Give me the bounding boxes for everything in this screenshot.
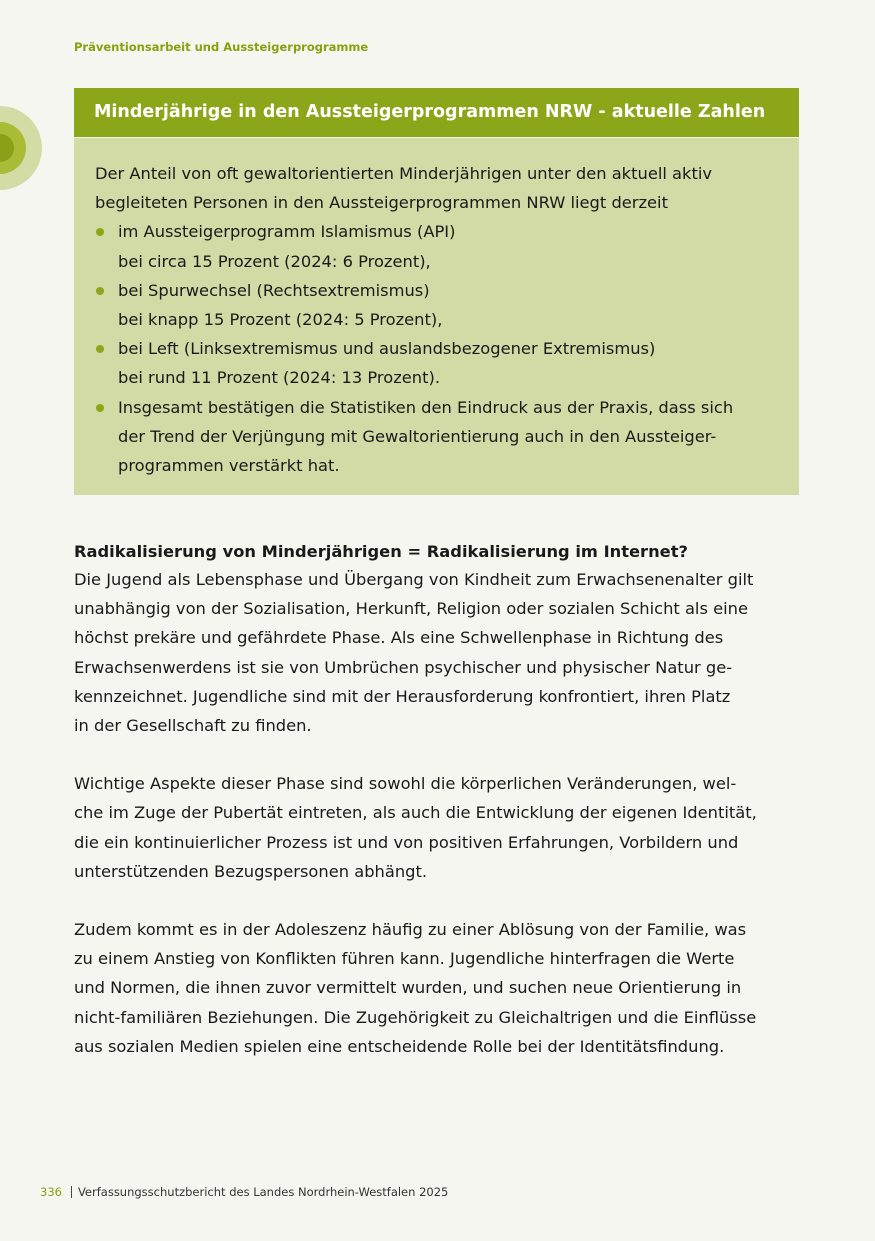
text-line: Erwachsenwerdens ist sie von Umbrüchen psychischer und physischer Natur ge- [74, 657, 733, 677]
text-line: und Normen, die ihnen zuvor vermittelt wurden, und suchen neue Orientierung in [74, 978, 742, 998]
text-line: kennzeichnet. Jugendliche sind mit der Herausforderung konfrontiert, ihren Platz [74, 686, 731, 706]
page-footer [40, 1185, 448, 1199]
list-item-line: programmen verstärkt hat. [118, 456, 340, 476]
bullet-icon [96, 345, 104, 353]
list-item-line: der Trend der Verjüngung mit Gewaltorientierung auch in den Aussteiger- [118, 426, 717, 446]
info-box-body [74, 138, 799, 495]
intro-line: Der Anteil von oft gewaltorientierten Minderjährigen unter den aktuell aktiv [95, 164, 713, 183]
info-box-list [95, 217, 775, 480]
text-line: unterstützenden Bezugspersonen abhängt. [74, 861, 428, 881]
page-number: 336 [40, 1185, 62, 1199]
text-line: Zudem kommt es in der Adoleszenz häufig zu einer Ablösung von der Familie, was [74, 920, 747, 940]
list-item-line: bei circa 15 Prozent (2024: 6 Prozent), [118, 251, 431, 271]
text-line: unabhängig von der Sozialisation, Herkunft, Religion oder sozialen Schicht als eine [74, 599, 748, 619]
list-item [95, 393, 775, 481]
text-line: Die Jugend als Lebensphase und Übergang von Kindheit zum Erwachsenenalter gilt [74, 570, 754, 589]
list-item-line: bei Spurwechsel (Rechtsextremismus) [118, 280, 430, 300]
paragraph-1 [74, 565, 804, 740]
main-section [74, 538, 804, 1090]
publication-title: Verfassungsschutzbericht des Landes Nordrhein-Westfalen 2025 [77, 1185, 449, 1199]
text-line: che im Zuge der Pubertät eintreten, als auch die Entwicklung der eigenen Identität, [74, 803, 757, 823]
info-box-title: Minderjährige in den Aussteigerprogrammen NRW - aktuelle Zahlen [74, 88, 799, 138]
list-item-line: im Aussteigerprogramm Islamismus (API) [118, 222, 456, 242]
intro-line: begleiteten Personen in den Aussteigerprogrammen NRW liegt derzeit [95, 193, 668, 213]
bullet-icon [96, 287, 104, 295]
running-head: Präventionsarbeit und Aussteigerprogramme [74, 40, 369, 54]
bullet-icon [96, 228, 104, 236]
list-item-line: bei rund 11 Prozent (2024: 13 Prozent). [118, 368, 441, 388]
bullet-icon [96, 404, 104, 412]
paragraph-2 [74, 769, 804, 886]
list-item-line: bei knapp 15 Prozent (2024: 5 Prozent), [118, 310, 443, 330]
decorative-circle-icon [0, 106, 42, 190]
info-box-intro [95, 159, 775, 217]
list-item [95, 334, 775, 392]
list-item-line: Insgesamt bestätigen die Statistiken den Eindruck aus der Praxis, dass sich [118, 397, 734, 417]
list-item [95, 276, 775, 334]
text-line: die ein kontinuierlicher Prozess ist und von positiven Erfahrungen, Vorbildern und [74, 832, 739, 852]
footer-divider [71, 1186, 72, 1198]
info-box [74, 88, 799, 495]
text-line: nicht-familiären Beziehungen. Die Zugehörigkeit zu Gleichaltrigen und die Einflüsse [74, 1007, 757, 1027]
text-line: zu einem Anstieg von Konflikten führen kann. Jugendliche hinterfragen die Werte [74, 949, 735, 969]
list-item-line: bei Left (Linksextremismus und auslandsbezogener Extremismus) [118, 339, 656, 359]
list-item [95, 217, 775, 275]
text-line: Wichtige Aspekte dieser Phase sind sowohl die körperlichen Veränderungen, wel- [74, 774, 737, 794]
text-line: höchst prekäre und gefährdete Phase. Als eine Schwellenphase in Richtung des [74, 628, 724, 648]
section-heading: Radikalisierung von Minderjährigen = Radikalisierung im Internet? [74, 542, 688, 561]
text-line: in der Gesellschaft zu finden. [74, 716, 312, 736]
paragraph-3 [74, 915, 804, 1061]
text-line: aus sozialen Medien spielen eine entscheidende Rolle bei der Identitätsfindung. [74, 1036, 725, 1056]
